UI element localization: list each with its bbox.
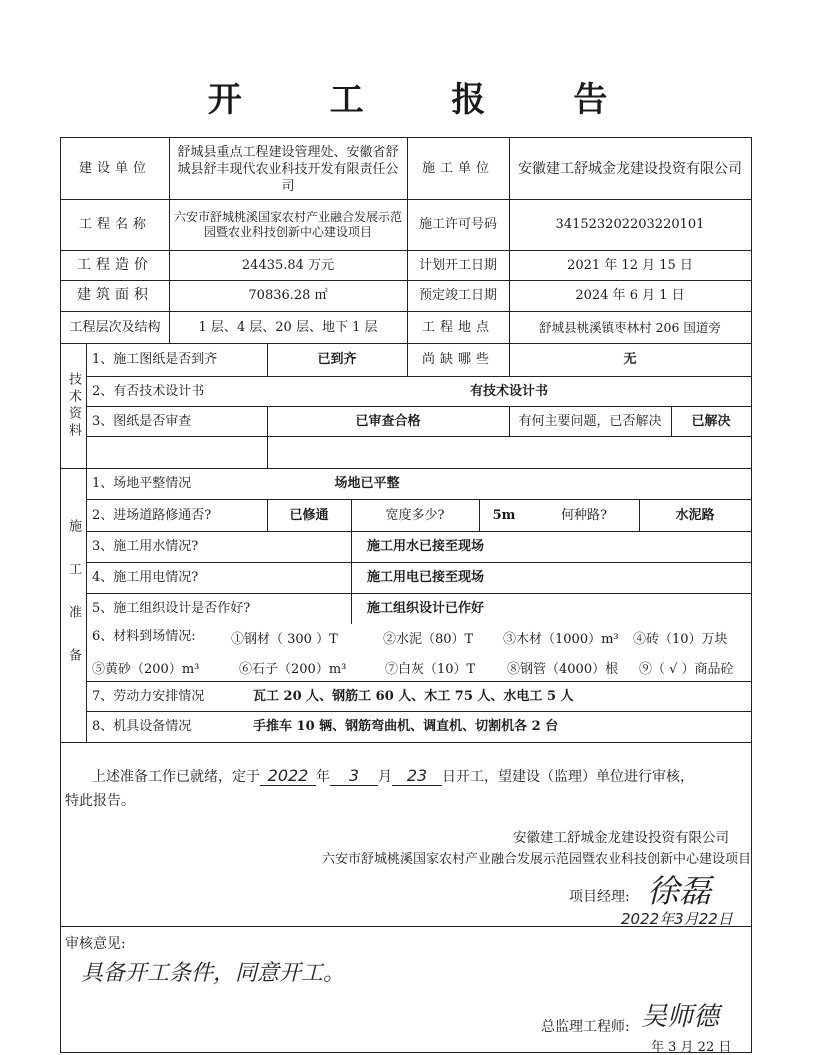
- contractor-value: 安徽建工舒城金龙建设投资有限公司: [518, 160, 742, 177]
- tech-q1b: 尚缺哪些: [421, 352, 494, 367]
- prep-a7: 瓦工 20 人、钢筋工 60 人、木工 75 人、水电工 5 人: [253, 688, 574, 704]
- statement-line2: 特此报告。: [65, 793, 135, 809]
- tech-q3: 3、图纸是否审查: [92, 413, 192, 429]
- tech-a1b: 无: [623, 352, 637, 367]
- plan-start-value: 2021 年 12 月 15 日: [567, 257, 693, 273]
- material-brick: ④砖（10）万块: [633, 632, 728, 647]
- project-name: 六安市舒城桃溪国家农村产业融合发展示范园暨农业科技创新中心建设项目: [321, 852, 751, 867]
- prep-q5: 5、施工组织设计是否作好?: [92, 601, 251, 616]
- start-month: 3: [330, 766, 378, 786]
- manager-label: 项目经理:: [569, 889, 630, 905]
- review-opinion: 具备开工条件，同意开工。: [81, 961, 346, 986]
- page-title: 开 工 报 告: [207, 80, 646, 120]
- location-label: 工程地点: [421, 319, 494, 335]
- tech-a3: 已审查合格: [355, 413, 421, 429]
- statement-text-a: 上述准备工作已就绪，定于: [92, 769, 260, 785]
- start-day: 23: [392, 766, 442, 786]
- prep-section-text: 施工准备: [66, 519, 81, 691]
- project-label: 工程名称: [78, 217, 151, 232]
- manager-signature: 徐磊: [647, 872, 712, 910]
- material-steel: ①钢材（ 300 ）T: [231, 632, 338, 647]
- prep-a3: 施工用水已接至现场: [367, 539, 485, 554]
- permit-label: 施工许可号码: [418, 217, 497, 232]
- material-sand: ⑤黄砂（200）m³: [92, 662, 200, 677]
- cost-label: 工程造价: [77, 256, 153, 273]
- manager-date: 2022年3月22日: [621, 910, 733, 928]
- tech-a3b: 已解决: [691, 413, 731, 429]
- start-year: 2022: [260, 766, 316, 786]
- supervisor-signature: 吴师德: [641, 1002, 720, 1032]
- material-pipe: ⑧钢管（4000）根: [507, 662, 619, 677]
- prep-a5: 施工组织设计已作好: [367, 601, 485, 616]
- cost-value: 24435.84 万元: [241, 257, 335, 273]
- tech-q2: 2、有否技术设计书: [92, 383, 205, 399]
- permit-value: 341523202203220101: [555, 217, 705, 232]
- prep-q2b: 宽度多少?: [385, 507, 445, 523]
- prep-section-label: [61, 468, 86, 742]
- area-label: 建筑面积: [77, 287, 153, 303]
- supervisor-label: 总监理工程师:: [541, 1019, 630, 1035]
- material-stone: ⑥石子（200）m³: [239, 662, 347, 677]
- structure-value: 1 层、4 层、20 层、地下 1 层: [198, 319, 378, 335]
- statement-text-d: 日开工，望建设（监理）单位进行审核，: [442, 769, 694, 785]
- builder-value: 舒城县重点工程建设管理处、安徽省舒城县舒丰现代农业科技开发有限责任公司: [177, 144, 399, 194]
- supervisor-date: 年 3 月 22 日: [651, 1040, 732, 1055]
- tech-a1: 已到齐: [317, 352, 357, 367]
- tech-q1: 1、施工图纸是否到齐: [92, 352, 218, 367]
- prep-q2: 2、进场道路修通否?: [92, 507, 212, 523]
- tech-a2: 有技术设计书: [469, 383, 548, 399]
- structure-label: 工程层次及结构: [69, 319, 161, 335]
- area-value: 70836.28 ㎡: [248, 288, 328, 303]
- project-value: 六安市舒城桃溪国家农村产业融合发展示范园暨农业科技创新中心建设项目: [173, 210, 402, 239]
- statement-text-c: 月: [378, 769, 392, 785]
- prep-a8: 手推车 10 辆、钢筋弯曲机、调直机、切割机各 2 台: [253, 719, 559, 734]
- tech-q3b: 有何主要问题，已否解决: [518, 413, 662, 429]
- statement-line1: [92, 766, 694, 786]
- statement-text-b: 年: [316, 769, 330, 785]
- builder-label: 建设单位: [78, 161, 151, 176]
- prep-a1: 场地已平整: [334, 476, 400, 491]
- material-concrete: ⑨（ √ ）商品砼: [639, 662, 734, 677]
- prep-q6: 6、材料到场情况:: [92, 628, 196, 644]
- review-label: 审核意见:: [65, 936, 126, 952]
- plan-end-label: 预定竣工日期: [418, 288, 497, 303]
- location-value: 舒城县桃溪镇枣林村 206 国道旁: [539, 319, 721, 335]
- company-name: 安徽建工舒城金龙建设投资有限公司: [513, 830, 729, 846]
- material-timber: ③木材（1000）m³: [503, 632, 619, 647]
- material-cement: ②水泥（80）T: [383, 632, 474, 647]
- material-lime: ⑦白灰（10）T: [385, 662, 476, 677]
- prep-q3: 3、施工用水情况?: [92, 539, 199, 554]
- prep-q8: 8、机具设备情况: [92, 719, 192, 734]
- prep-q4: 4、施工用电情况?: [92, 570, 199, 585]
- prep-q1: 1、场地平整情况: [92, 476, 192, 491]
- prep-a2b: 5m: [492, 507, 516, 523]
- tech-section-label: [61, 343, 86, 468]
- prep-a2: 已修通: [289, 507, 329, 523]
- prep-q2c: 何种路?: [561, 507, 607, 523]
- prep-q7: 7、劳动力安排情况: [92, 688, 205, 704]
- tech-section-text: 技术资料: [66, 371, 81, 440]
- report-form: [60, 137, 752, 1053]
- contractor-label: 施工单位: [421, 161, 494, 176]
- plan-start-label: 计划开工日期: [418, 257, 497, 273]
- plan-end-value: 2024 年 6 月 1 日: [575, 288, 685, 303]
- prep-a4: 施工用电已接至现场: [367, 570, 485, 585]
- prep-a2c: 水泥路: [675, 507, 715, 523]
